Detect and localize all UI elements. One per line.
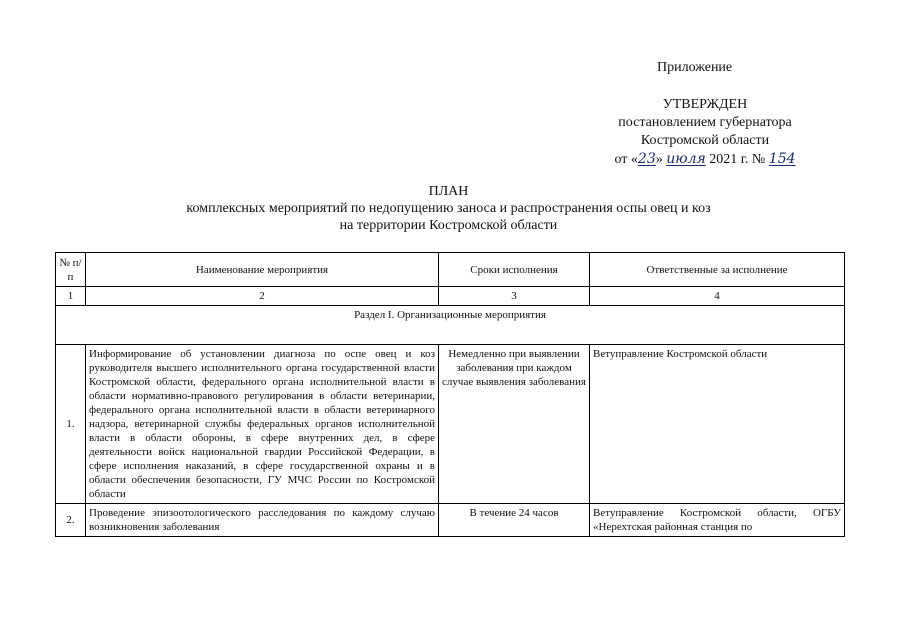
row-activity: Информирование об установлении диагноза по оспе овец и коз руководителя высшего исполнительного органа государственной власти Костромской области, федерального органа исполнительной власти в области нормативно-правового регулирования в области ветеринарии, федерального органа исполнительной власти в области ветеринарного надзора, ветеринарной службы федеральных органов исполнительной власти в области обороны, в сфере внутренних дел, в сфере деятельности войск национальной гвардии Российской Федерации, в сфере исполнения наказаний, в сфере государственной охраны и в области обеспечения безопасности, ГУ МЧС России по Костромской области [86,345,439,504]
table-header-row [56,253,845,287]
approved-heading: УТВЕРЖДЕН [662,97,748,112]
date-mid: » [655,152,667,167]
plan-title-main: ПЛАН [428,184,469,199]
approved-region: Костромской области [640,133,770,148]
approved-by: постановлением губернатора [618,115,792,130]
date-day-handwritten: 23 [637,151,656,167]
date-prefix: от « [614,152,638,167]
plan-title-sub2: на территории Костромской области [339,218,558,233]
header-name: Наименование мероприятия [86,253,439,287]
plan-title-sub1: комплексных мероприятий по недопущению заноса и распространения оспы овец и коз [186,201,711,216]
appendix-label: Приложение [657,60,733,75]
section-row [56,306,845,345]
header-term: Сроки исполнения [439,253,590,287]
col-number: 4 [590,287,845,306]
header-num: № п/п [56,253,86,287]
row-number: 2. [56,504,86,537]
section-title: Раздел I. Организационные мероприятия [56,306,845,345]
approval-date-line [598,150,812,169]
doc-number-handwritten: 154 [768,151,796,167]
column-number-row [56,287,845,306]
plan-title [0,183,897,234]
row-activity: Проведение эпизоотологического расследования по каждому случаю возникновения заболевания [86,504,439,537]
date-year: 2021 г. № [705,152,769,167]
col-number: 2 [86,287,439,306]
row-responsible: Ветуправление Костромской области [590,345,845,504]
table-row [56,345,845,504]
plan-table [55,252,845,537]
col-number: 1 [56,287,86,306]
header-responsible: Ответственные за исполнение [590,253,845,287]
row-number: 1. [56,345,86,504]
row-responsible: Ветуправление Костромской области, ОГБУ «Нерехтская районная станция по [590,504,845,537]
table-row [56,504,845,537]
date-month-handwritten: июля [666,151,706,167]
approval-block [598,96,812,169]
row-term: Немедленно при выявлении заболевания при каждом случае выявления заболевания [439,345,590,504]
row-term: В течение 24 часов [439,504,590,537]
col-number: 3 [439,287,590,306]
